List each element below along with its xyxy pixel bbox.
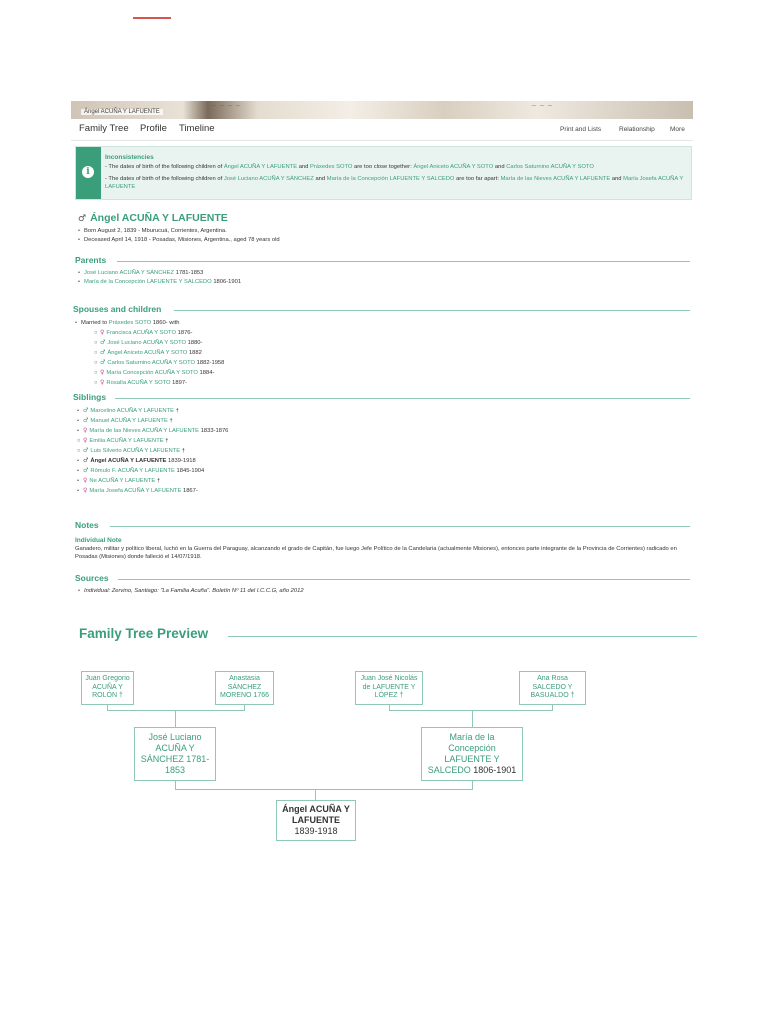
bullet: ○ [77, 438, 81, 444]
person-link[interactable]: Práxedes SOTO [309, 164, 353, 170]
female-icon: ♀ [100, 369, 105, 376]
node-line: Ana Rosa [537, 675, 568, 683]
male-icon: ♂ [83, 457, 89, 464]
person-link[interactable]: Carlos Saturnino ACUÑA Y SOTO [506, 164, 594, 170]
tree-node-grandmother-maternal[interactable] [519, 671, 586, 705]
source-item: • Individual: Zervino, Santiago: "La Familia Acuña". Boletín Nº 11 del I.C.C.G, año 2012 [78, 588, 304, 594]
person-link[interactable]: María de las Nieves ACUÑA Y LAFUENTE [500, 176, 611, 182]
node-line: LAFUENTE [291, 815, 340, 825]
spouse-post: 1860- with [152, 320, 180, 326]
section-divider [110, 526, 690, 527]
node-line: ROLÓN † [92, 692, 123, 700]
node-line: 1853 [164, 765, 186, 775]
node-dates: 1806-1901 [473, 765, 517, 775]
female-icon: ♀ [83, 437, 88, 444]
node-line: Concepción [448, 743, 496, 753]
node-line: LAFUENTE Y [444, 754, 500, 764]
child-link[interactable]: Rosalía ACUÑA Y SOTO [106, 380, 171, 386]
sibling-link[interactable]: Rómulo F. ACUÑA Y LAFUENTE [90, 468, 175, 474]
birth-fact: • Born August 2, 1839 - Mburucuá, Corrientes, Argentina. [78, 228, 227, 234]
child-link[interactable]: José Luciano ACUÑA Y SOTO [107, 340, 187, 346]
child-row: ○ ♂ Ángel Aniceto ACUÑA Y SOTO 1882 [94, 349, 202, 356]
alert-text: - The dates of birth of the following children of [105, 176, 223, 182]
family-tree-preview-title: Family Tree Preview [79, 626, 209, 641]
sibling-row [77, 406, 228, 416]
profile-tabs [71, 120, 693, 141]
parents-heading: Parents [75, 255, 107, 265]
node-line: José Luciano [148, 732, 202, 742]
bullet: • [77, 458, 80, 464]
alert-line-1 [105, 163, 685, 171]
node-line: María de la [449, 732, 495, 742]
node-line: SÁNCHEZ 1781- [140, 754, 210, 764]
tree-node-grandfather-maternal[interactable] [355, 671, 423, 705]
siblings-heading: Siblings [73, 392, 107, 402]
sibling-link[interactable]: Marcelino ACUÑA Y LAFUENTE [90, 408, 174, 414]
section-divider [118, 579, 690, 580]
sibling-link[interactable]: Ne ACUÑA Y LAFUENTE [89, 478, 156, 484]
node-line: ACUÑA Y [92, 683, 123, 691]
sibling-dates: 1839-1918 [168, 458, 196, 464]
tree-connector [107, 710, 245, 711]
parent-dates: 1781-1853 [175, 270, 204, 276]
female-icon: ♀ [83, 477, 88, 484]
person-facts [78, 227, 280, 244]
tab-print-and-lists[interactable]: Print and Lists [560, 126, 602, 133]
child-row: ○ ♀ Rosalía ACUÑA Y SOTO 1897- [94, 379, 187, 386]
alert-line-2 [105, 175, 685, 191]
sibling-dates: † [175, 408, 179, 414]
male-icon: ♂ [100, 339, 106, 346]
sibling-dates: † [181, 448, 185, 454]
child-dates: 1884- [199, 370, 215, 376]
active-tab-indicator [133, 17, 171, 19]
alert-text: and [298, 164, 309, 170]
node-line: SALCEDO [427, 765, 471, 775]
child-link[interactable]: Carlos Saturnino ACUÑA Y SOTO [107, 360, 196, 366]
person-link[interactable]: José Luciano ACUÑA Y SÁNCHEZ [223, 176, 314, 182]
info-icon: i [82, 166, 94, 178]
node-line: Ángel ACUÑA Y [282, 804, 350, 814]
child-dates: 1897- [172, 380, 187, 386]
male-icon: ♂ [78, 214, 87, 224]
sibling-row [77, 486, 228, 496]
self-name: Ángel ACUÑA Y LAFUENTE [90, 458, 167, 464]
person-name: Ángel ACUÑA Y LAFUENTE [90, 212, 228, 224]
individual-note-heading: Individual Note [75, 537, 122, 544]
spouse-link[interactable]: Práxedes SOTO [108, 320, 152, 326]
siblings-list [77, 406, 228, 496]
sources-list [78, 587, 304, 596]
tree-connector [315, 789, 316, 800]
male-icon: ♂ [83, 417, 89, 424]
tree-node-root [276, 800, 356, 841]
child-link[interactable]: Ángel Aniceto ACUÑA Y SOTO [107, 350, 188, 356]
alert-text: and [494, 164, 505, 170]
alert-text: and [315, 176, 326, 182]
tree-node-grandfather-paternal[interactable] [81, 671, 134, 705]
alert-text: are too far apart: [456, 176, 499, 182]
person-link[interactable]: Ángel Aniceto ACUÑA Y SOTO [413, 164, 494, 170]
node-line: BASUALDO † [530, 692, 575, 700]
child-link[interactable]: María Concepción ACUÑA Y SOTO [106, 370, 198, 376]
sibling-link[interactable]: María Josefa ACUÑA Y LAFUENTE [89, 488, 182, 494]
parent-link[interactable]: José Luciano ACUÑA Y SÁNCHEZ [84, 270, 175, 276]
tab-timeline[interactable]: Timeline [179, 123, 215, 134]
sibling-row [77, 426, 228, 436]
banner-person-name: Ángel ACUÑA Y LAFUENTE [81, 109, 163, 115]
death-fact: • Deceased April 14, 1918 - Posadas, Misiones, Argentina., aged 78 years old [78, 236, 280, 243]
female-icon: ♀ [100, 329, 105, 336]
tab-profile[interactable]: Profile [140, 123, 167, 134]
bullet: • [77, 428, 80, 434]
notes-heading: Notes [75, 520, 99, 530]
node-line: de LAFUENTE Y [362, 683, 416, 691]
tree-connector [175, 789, 473, 790]
sibling-row [77, 466, 228, 476]
male-icon: ♂ [83, 447, 89, 454]
node-line: ACUÑA Y [155, 743, 195, 753]
section-divider [115, 398, 690, 399]
spouse-row: • Married to Práxedes SOTO 1860- with [75, 320, 180, 326]
node-line: MORENO 1766 [219, 692, 270, 700]
tree-connector [175, 710, 176, 727]
female-icon: ♀ [100, 379, 105, 386]
bullet: • [77, 478, 80, 484]
spouse-pre: Married to [81, 320, 108, 326]
child-row: ○ ♀ Francisca ACUÑA Y SOTO 1876- [94, 329, 193, 336]
parents-list [78, 269, 241, 287]
sibling-dates: 1867- [182, 488, 198, 494]
male-icon: ♂ [100, 359, 106, 366]
source-text: Individual: Zervino, Santiago: "La Familia Acuña". Boletín Nº 11 del I.C.C.G, año 2012 [84, 588, 304, 594]
tree-connector [472, 710, 473, 727]
tree-node-father[interactable] [134, 727, 216, 781]
tree-node-grandmother-paternal[interactable] [215, 671, 274, 705]
parent-link[interactable]: María de la Concepción LAFUENTE Y SALCEDO [84, 279, 212, 285]
alert-sidebar [76, 147, 101, 199]
spouses-heading: Spouses and children [73, 304, 162, 314]
sibling-row [77, 476, 228, 486]
child-row: ○ ♀ María Concepción ACUÑA Y SOTO 1884- [94, 369, 215, 376]
person-link[interactable]: Ángel ACUÑA Y LAFUENTE [223, 164, 298, 170]
child-dates: 1882 [188, 350, 202, 356]
male-icon: ♂ [83, 407, 89, 414]
bullet: • [77, 468, 80, 474]
node-line: Juan José Nicolás [360, 675, 418, 683]
female-icon: ♀ [83, 427, 88, 434]
person-link[interactable]: María Josefa ACUÑA Y LAFUENTE [105, 176, 684, 190]
child-dates: 1876- [177, 330, 193, 336]
bullet: • [77, 408, 80, 414]
banner-decoration: ~ ~ ~ ~ [211, 102, 242, 110]
male-icon: ♂ [100, 349, 106, 356]
node-dates: 1839-1918 [294, 826, 338, 836]
list-item: • José Luciano ACUÑA Y SÁNCHEZ 1781-1853 [78, 270, 204, 276]
node-line: LÓPEZ † [374, 692, 404, 700]
tree-connector [389, 710, 553, 711]
node-line: Juan Gregorio [85, 675, 130, 683]
section-divider [174, 310, 690, 311]
alert-text: and [611, 176, 622, 182]
child-dates: 1880- [187, 340, 203, 346]
tree-node-mother[interactable] [421, 727, 523, 781]
inconsistencies-alert [75, 146, 692, 200]
sources-heading: Sources [75, 573, 109, 583]
child-row: ○ ♂ Carlos Saturnino ACUÑA Y SOTO 1882-1958 [94, 359, 225, 366]
sibling-dates: 1833-1876 [200, 428, 229, 434]
node-line: SÁNCHEZ [227, 683, 262, 691]
sibling-link[interactable]: Manuel ACUÑA Y LAFUENTE [90, 418, 168, 424]
sibling-dates: † [165, 438, 169, 444]
child-row: ○ ♂ José Luciano ACUÑA Y SOTO 1880- [94, 339, 203, 346]
sibling-row-self [77, 456, 228, 466]
bullet: • [77, 418, 80, 424]
tab-relationship[interactable]: Relationship [619, 126, 655, 133]
alert-text: are too close together: [354, 164, 412, 170]
spouses-list [75, 319, 180, 328]
section-divider [117, 261, 690, 262]
individual-note-text: Ganadero, militar y político liberal, luchó en la Guerra del Paraguay, alcanzando el grado de Capitán, fue luego Jefe Político de la Candelaria (actualmente Misiones), entonces parte integrante de la Provincia de Corrientes) radicado en Posadas (Misiones) donde falleció el 14/07/1918. [75, 546, 677, 560]
person-link[interactable]: María de la Concepción LAFUENTE Y SALCEDO [326, 176, 455, 182]
alert-title: Inconsistencies [105, 154, 154, 161]
sibling-row [77, 436, 228, 446]
birth-text: Born August 2, 1839 - Mburucuá, Corrientes, Argentina. [84, 228, 227, 234]
node-line: Anastasia [229, 675, 260, 683]
section-divider [228, 636, 697, 637]
sibling-dates: † [156, 478, 161, 484]
parent-dates: 1806-1901 [213, 279, 242, 285]
sibling-dates: † [169, 418, 173, 424]
bullet: ○ [77, 448, 81, 454]
sibling-row [77, 416, 228, 426]
female-icon: ♀ [83, 487, 88, 494]
death-text: Deceased April 14, 1918 - Posadas, Misiones, Argentina., aged 78 years old [84, 236, 280, 243]
sibling-row [77, 446, 228, 456]
child-link[interactable]: Francisca ACUÑA Y SOTO [106, 330, 176, 336]
tab-more[interactable]: More [670, 126, 685, 133]
sibling-dates: 1845-1904 [176, 468, 205, 474]
list-item: • María de la Concepción LAFUENTE Y SALCEDO 1806-1901 [78, 279, 242, 285]
male-icon: ♂ [83, 467, 89, 474]
header-banner [71, 101, 693, 119]
person-heading [78, 212, 228, 224]
children-list [94, 328, 224, 388]
node-line: SALCEDO Y [532, 683, 573, 691]
sibling-link[interactable]: Luis Silverio ACUÑA Y LAFUENTE [90, 448, 181, 454]
sibling-link[interactable]: Emilia ACUÑA Y LAFUENTE [89, 438, 164, 444]
bullet: • [77, 488, 80, 494]
banner-decoration: ~ ~ ~ [531, 102, 554, 110]
tab-family-tree[interactable]: Family Tree [79, 123, 129, 134]
alert-text: - The dates of birth of the following children of [105, 164, 223, 170]
sibling-link[interactable]: María de las Nieves ACUÑA Y LAFUENTE [89, 428, 200, 434]
child-dates: 1882-1958 [196, 360, 225, 366]
